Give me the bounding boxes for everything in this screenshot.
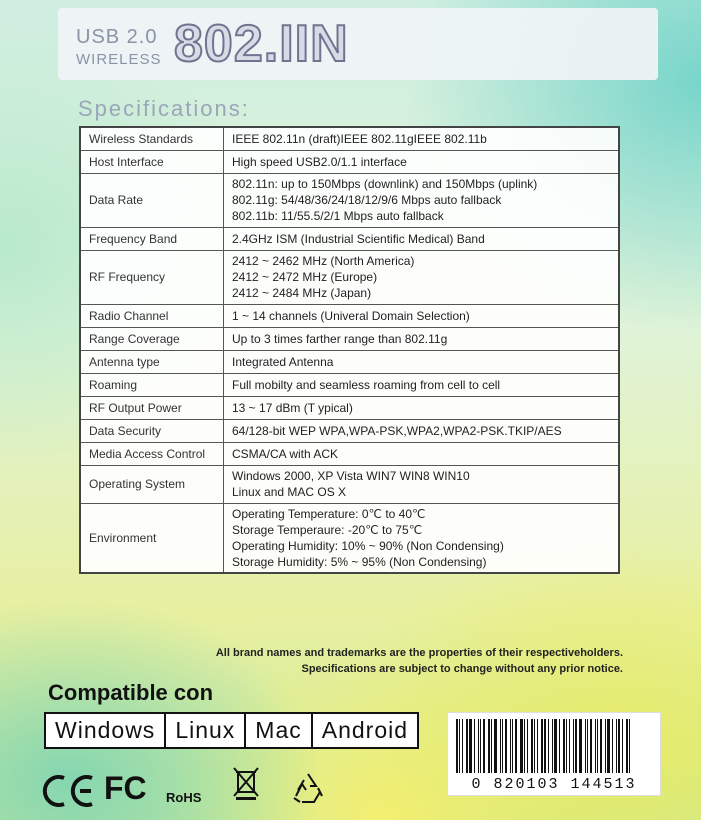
spec-value-line: Up to 3 times farther range than 802.11g xyxy=(232,331,448,346)
barcode-bar xyxy=(587,719,588,773)
barcode-bar xyxy=(478,719,479,773)
os-windows: Windows xyxy=(46,714,166,747)
barcode-bar xyxy=(502,719,503,773)
spec-label: Radio Channel xyxy=(80,304,224,327)
specifications-table xyxy=(79,126,620,574)
spec-row xyxy=(80,442,619,465)
spec-value-line: Integrated Antenna xyxy=(232,354,334,369)
spec-label: Range Coverage xyxy=(80,327,224,350)
spec-label: Data Security xyxy=(80,419,224,442)
spec-value xyxy=(224,465,620,503)
barcode-bar xyxy=(566,719,567,773)
barcode-bar xyxy=(590,719,592,773)
legal-notice xyxy=(216,645,623,677)
os-mac: Mac xyxy=(246,714,312,747)
barcode-bar xyxy=(515,719,517,773)
barcode-bar xyxy=(527,719,528,773)
spec-value xyxy=(224,442,620,465)
spec-row xyxy=(80,150,619,173)
barcode-bar xyxy=(622,719,623,773)
barcode-bar xyxy=(579,719,582,773)
model-name: 802.IIN xyxy=(174,15,349,73)
barcode-bar xyxy=(597,719,598,773)
spec-label: RF Output Power xyxy=(80,396,224,419)
spec-row xyxy=(80,503,619,573)
barcode-bar xyxy=(491,719,492,773)
spec-value xyxy=(224,419,620,442)
spec-value-line: High speed USB2.0/1.1 interface xyxy=(232,154,407,169)
barcode-bar xyxy=(537,719,538,773)
barcode-bar xyxy=(544,719,546,773)
spec-value-line: Operating Temperature: 0℃ to 40℃ xyxy=(232,506,426,521)
spec-row xyxy=(80,350,619,373)
barcode-bar xyxy=(512,719,513,773)
barcode-bar xyxy=(524,719,525,773)
barcode-bar xyxy=(618,719,620,773)
barcode-bar xyxy=(600,719,602,773)
spec-row xyxy=(80,127,619,150)
spec-value-line: 13 ~ 17 dBm (T ypical) xyxy=(232,400,353,415)
barcode-bar xyxy=(466,719,468,773)
spec-value-line: Full mobilty and seamless roaming from cell to cell xyxy=(232,377,501,392)
barcode-bar xyxy=(548,719,549,773)
spec-row xyxy=(80,173,619,227)
spec-value-line: CSMA/CA with ACK xyxy=(232,446,339,461)
barcode-bar xyxy=(612,719,613,773)
spec-label: Roaming xyxy=(80,373,224,396)
compatible-title: Compatible con xyxy=(48,680,214,705)
barcode-bars xyxy=(456,719,652,773)
barcode-bar xyxy=(573,719,574,773)
barcode-bar xyxy=(585,719,586,773)
barcode-bar xyxy=(575,719,577,773)
barcode-bar xyxy=(480,719,481,773)
barcode-bar xyxy=(520,719,523,773)
spec-value-line: Storage Temperaure: -20℃ to 75℃ xyxy=(232,522,423,537)
spec-row xyxy=(80,396,619,419)
spec-label: Host Interface xyxy=(80,150,224,173)
os-compatibility-box xyxy=(44,712,419,749)
barcode-bar xyxy=(500,719,501,773)
wireless-label: WIRELESS xyxy=(76,51,162,68)
barcode-bar xyxy=(505,719,507,773)
barcode xyxy=(447,712,661,796)
spec-value-line: 802.11n: up to 150Mbps (downlink) and 150Mbps (uplink) xyxy=(232,177,538,191)
spec-value xyxy=(224,127,620,150)
spec-value-line: 802.11g: 54/48/36/24/18/12/9/6 Mbps auto fallback xyxy=(232,193,502,207)
spec-value xyxy=(224,350,620,373)
spec-label: Wireless Standards xyxy=(80,127,224,150)
specifications-heading: Specifications: xyxy=(78,96,250,121)
spec-row xyxy=(80,465,619,503)
fc-mark-icon: FC xyxy=(104,770,147,806)
barcode-bar xyxy=(541,719,543,773)
barcode-bar xyxy=(554,719,557,773)
spec-value-line: 802.11b: 11/55.5/2/1 Mbps auto fallback xyxy=(232,209,444,223)
crossed-bin-icon xyxy=(230,764,262,802)
spec-value-line: 1 ~ 14 channels (Univeral Domain Selection) xyxy=(232,308,470,323)
spec-row xyxy=(80,304,619,327)
spec-value-line: Linux and MAC OS X xyxy=(232,485,347,499)
spec-label: RF Frequency xyxy=(80,250,224,304)
spec-value xyxy=(224,227,620,250)
spec-value-line: 2412 ~ 2462 MHz (North America) xyxy=(232,254,415,268)
spec-row xyxy=(80,373,619,396)
ce-mark-icon xyxy=(40,772,98,810)
legal-line: Specifications are subject to change without any prior notice. xyxy=(301,663,623,675)
spec-value-line: Windows 2000, XP Vista WIN7 WIN8 WIN10 xyxy=(232,469,470,483)
barcode-bar xyxy=(552,719,553,773)
spec-row xyxy=(80,227,619,250)
barcode-number: 0 820103 144513 xyxy=(471,776,637,793)
barcode-bar xyxy=(483,719,485,773)
spec-value-line: Storage Humidity: 5% ~ 95% (Non Condensing) xyxy=(232,554,487,569)
spec-row xyxy=(80,250,619,304)
rohs-label: RoHS xyxy=(166,790,202,805)
barcode-bar xyxy=(629,719,630,773)
barcode-bar xyxy=(595,719,596,773)
spec-label: Operating System xyxy=(80,465,224,503)
barcode-bar xyxy=(462,719,463,773)
spec-value-line: 64/128-bit WEP WPA,WPA-PSK,WPA2,WPA2-PSK.TKIP/AES xyxy=(232,423,562,438)
spec-value-line: 2412 ~ 2484 MHz (Japan) xyxy=(232,286,372,300)
barcode-bar xyxy=(494,719,497,773)
recycle-icon xyxy=(290,770,326,806)
barcode-bar xyxy=(559,719,560,773)
barcode-bar xyxy=(616,719,617,773)
barcode-bar xyxy=(607,719,610,773)
spec-value xyxy=(224,373,620,396)
os-linux: Linux xyxy=(166,714,246,747)
legal-line: All brand names and trademarks are the properties of their respectiveholders. xyxy=(215,647,623,659)
spec-value-line: 2.4GHz ISM (Industrial Scientific Medical) Band xyxy=(232,231,485,246)
barcode-bar xyxy=(488,719,490,773)
barcode-bar xyxy=(534,719,535,773)
barcode-bar xyxy=(459,719,460,773)
spec-value xyxy=(224,250,620,304)
spec-value xyxy=(224,304,620,327)
barcode-bar xyxy=(563,719,565,773)
spec-value-line: 2412 ~ 2472 MHz (Europe) xyxy=(232,270,378,284)
spec-row xyxy=(80,327,619,350)
spec-value xyxy=(224,173,620,227)
spec-label: Data Rate xyxy=(80,173,224,227)
spec-value xyxy=(224,327,620,350)
spec-label: Antenna type xyxy=(80,350,224,373)
barcode-bar xyxy=(469,719,472,773)
spec-label: Media Access Control xyxy=(80,442,224,465)
barcode-bar xyxy=(531,719,533,773)
usb-label: USB 2.0 xyxy=(76,26,158,48)
spec-row xyxy=(80,419,619,442)
spec-value-line: Operating Humidity: 10% ~ 90% (Non Condensing) xyxy=(232,538,504,553)
os-android: Android xyxy=(321,717,409,743)
spec-value xyxy=(224,396,620,419)
barcode-bar xyxy=(474,719,475,773)
barcode-bar xyxy=(456,719,458,773)
spec-value xyxy=(224,150,620,173)
barcode-bar xyxy=(605,719,606,773)
spec-value xyxy=(224,503,620,573)
spec-value-line: IEEE 802.11n (draft)IEEE 802.11gIEEE 802.11b xyxy=(232,131,487,146)
barcode-bar xyxy=(510,719,511,773)
spec-label: Environment xyxy=(80,503,224,573)
barcode-bar xyxy=(626,719,628,773)
barcode-bar xyxy=(569,719,570,773)
spec-label: Frequency Band xyxy=(80,227,224,250)
